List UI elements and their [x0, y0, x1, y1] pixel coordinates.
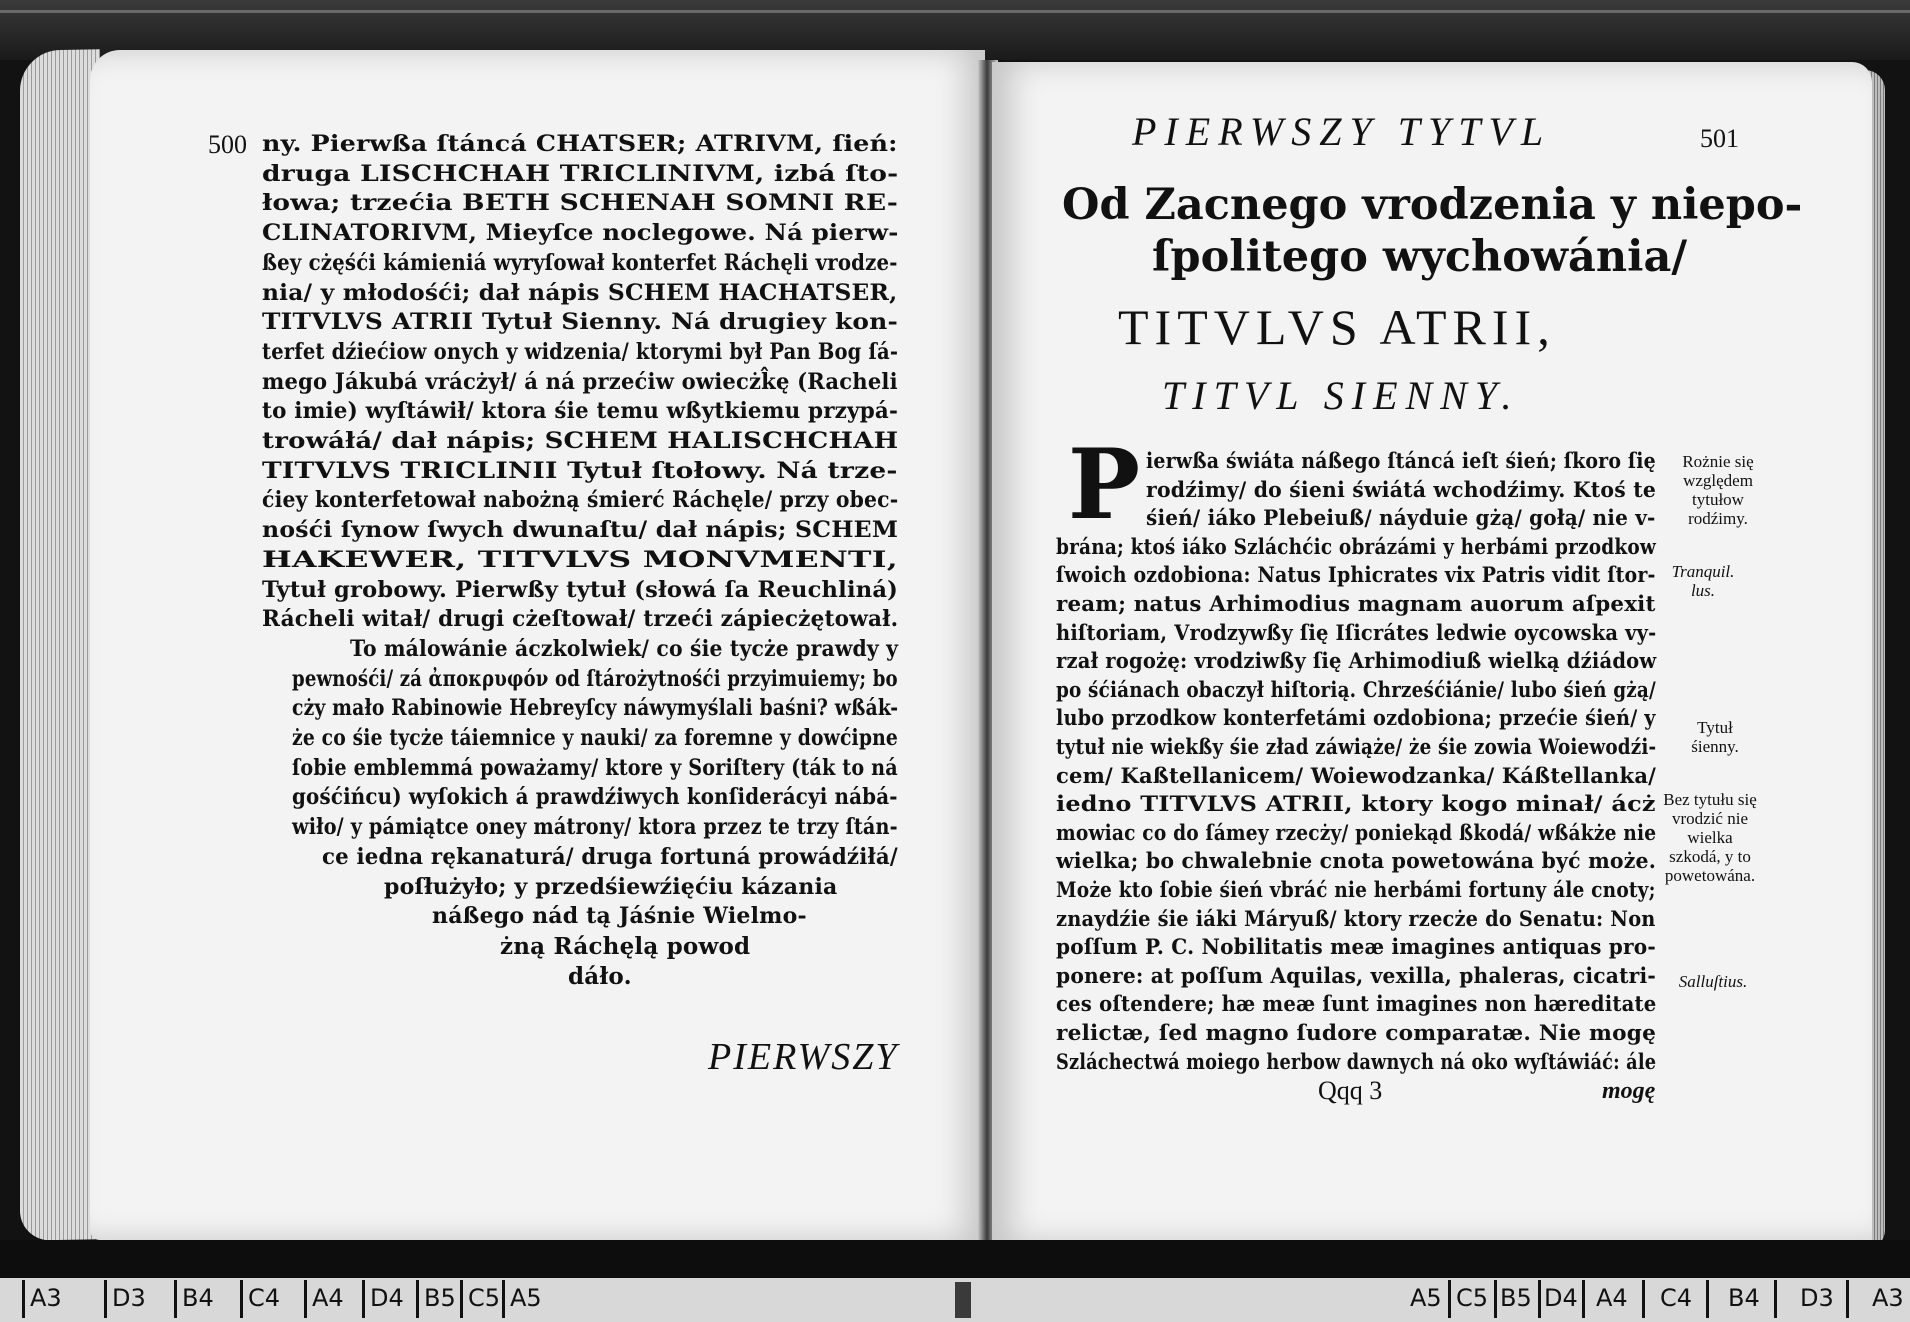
signature-mark: Qqq 3: [1318, 1076, 1383, 1105]
left-text-line: ny. Pierwßa ſtáncá CHATSER; ATRIVM, ſień:: [262, 131, 898, 157]
scale-label: B4: [182, 1284, 214, 1312]
left-text-line: poſłużyło; y przedśiewźięćiu kázania: [384, 873, 838, 900]
left-text-line: náßego nád tą Jáśnie Wielmo-: [432, 903, 807, 930]
left-text-line: To málowánie áczkolwiek/ co śie tycże prawdy y: [350, 635, 899, 662]
right-text-line: cem/ Kaßtellanicem/ Woiewodzanka/ Káßtellanka/: [1056, 762, 1657, 788]
left-text-line: ſobie emblemmá poważamy/ ktore y Soriſtery (ták to ná: [292, 754, 898, 781]
chapter-heading-line-1: Od Zacnego vrodzenia y niepo-: [1062, 180, 1803, 230]
scale-label: D4: [370, 1284, 404, 1312]
scale-tick: [1494, 1280, 1497, 1318]
scale-label: D3: [112, 1284, 146, 1312]
scale-label: D4: [1544, 1284, 1578, 1312]
margin-note-4: Bez tytułu się vrodzić nie wielka szkodá, y to powetowána.: [1663, 790, 1757, 885]
right-text-line: tytuł nie wiekßy śie zład záwiąże/ że śie zowia Woiewodźi-: [1056, 734, 1657, 759]
scale-tick: [416, 1280, 419, 1318]
left-text-line: HAKEWER, TITVLVS MONVMENTI,: [262, 546, 899, 573]
scale-tick: [1642, 1280, 1645, 1318]
heading-latin-title: TITVLVS ATRII,: [1118, 299, 1556, 355]
right-catchword: mogę: [1602, 1078, 1656, 1104]
right-text-line: ces oſtendere; hæ meæ ſunt imagines non hæreditate: [1056, 991, 1657, 1017]
scale-tick: [1538, 1280, 1541, 1318]
left-text-line: cży mało Rabinowie Hebreyſcy náwymyślali baśni? wßák-: [292, 695, 899, 722]
scale-label: A4: [1596, 1284, 1628, 1312]
right-text-line: Może kto ſobie śień vbráć nie herbámi fortuny ále cnoty;: [1056, 877, 1656, 902]
right-text-line: hiſtoriam, Vrodzywßy ſię Iſicrátes ledwie oycowska vy-: [1056, 619, 1657, 645]
left-text-line: TITVLVS TRICLINII Tytuł ſtołowy. Ná trze-: [262, 457, 898, 484]
left-text-line: trowáłá/ dał nápis; SCHEM HALISCHCHAH: [262, 428, 899, 454]
scale-tick: [502, 1280, 505, 1318]
right-page-number: 501: [1700, 124, 1739, 153]
right-text-line: ream; natus Arhimodius magnam auorum aſpexit: [1056, 591, 1656, 616]
scale-tick: [460, 1280, 463, 1318]
right-text-line: mowiac co do ſámey rzecży/ poniekąd ßkodá/ wßákże nie: [1056, 819, 1657, 845]
drop-cap: P: [1067, 428, 1141, 541]
scale-tick: [1774, 1280, 1777, 1318]
scale-label: A3: [1872, 1284, 1904, 1312]
left-text-line: TITVLVS ATRII Tytuł Sienny. Ná drugiey kon-: [262, 309, 898, 336]
chapter-heading-line-2: ſpolitego wychowánia/: [1152, 232, 1688, 282]
scale-tick: [174, 1280, 177, 1318]
right-text-line: iedno TITVLVS ATRII, ktory kogo minał/ ácż: [1056, 791, 1656, 817]
scale-tick: [1582, 1280, 1585, 1318]
left-text-line: nia/ y młodośći; dał nápis SCHEM HACHATSER,: [262, 279, 898, 306]
left-text-line: Tytuł grobowy. Pierwßy tytuł (słowá ſa Reuchliná): [262, 576, 899, 603]
right-text-line: brána; ktoś iáko Szláchćic obrázámi y herbámi przodkow: [1056, 533, 1656, 559]
scale-tick: [22, 1280, 25, 1318]
scale-label: A3: [30, 1284, 62, 1312]
scale-label: C4: [248, 1284, 281, 1312]
page-edges-left: [20, 49, 100, 1240]
color-scale-strip: [0, 1278, 1910, 1322]
scale-label: A4: [312, 1284, 344, 1312]
scale-label: B5: [1500, 1284, 1532, 1312]
right-text-line: śień/ iáko Plebeiuß/ náyduie gżą/ gołą/ nie v-: [1146, 505, 1656, 531]
heading-polish-title: TITVL SIENNY.: [1162, 373, 1520, 418]
left-text-line: pewnośći/ zá ἀποκρυφόν od ſtárożytnośći przyimuiemy; bo: [292, 665, 898, 692]
margin-note-5: Salluſtius.: [1678, 972, 1748, 991]
margin-note-2: Tranquil. lus.: [1671, 562, 1735, 600]
right-text-line: ierwßa świáta náßego ſtáncá ieſt śień; ſkoro ſię: [1146, 448, 1656, 473]
margin-note-1: Rożnie się względem tytułow rodźimy.: [1682, 452, 1754, 528]
right-text-line: ſwoich ozdobiona: Natus Iphicrates vix Patris vidit ſtor-: [1056, 562, 1656, 588]
scale-tick: [362, 1280, 365, 1318]
right-text-line: po śćiánach obaczył hiſtorią. Chrześćiánie/ lubo śień gżą/: [1056, 676, 1656, 702]
right-text-line: wielka; bo chwalebnie cnota powetowána być może.: [1056, 848, 1657, 874]
right-text-line: poſſum P. C. Nobilitatis meæ imagines antiquas pro-: [1056, 934, 1656, 960]
scale-tick: [1448, 1280, 1451, 1318]
left-text-line: CLINATORIVM, Mieyſce noclegowe. Ná pierw-: [262, 220, 899, 247]
left-text-line: to imie) wyſtáwił/ ktora śie temu wßytkiemu przypá-: [262, 398, 899, 425]
left-text-line: mego Jákubá vrácżył/ á ná przećiw owiecżk̂ę (Racheli: [262, 368, 898, 395]
right-text-line: rodźimy/ do śieni świátá wchodźimy. Ktoś te: [1146, 476, 1656, 502]
margin-note-3: Tytuł śienny.: [1691, 718, 1739, 756]
right-text-line: rzał rogożę: vrodziwßy ſię Arhimodiuß wielką dźiádow: [1056, 648, 1657, 674]
left-text-line: nośći ſynow ſwych dwunaſtu/ dał nápis; SCHEM: [262, 517, 899, 544]
left-text-line: wiło/ y pámiątce oney mátrony/ ktora przez te trzy ſtán-: [292, 814, 898, 841]
scale-tick: [304, 1280, 307, 1318]
left-text-line: że co śie tycże táiemnice y nauki/ za foremne y dowćipne: [292, 725, 899, 751]
scale-label: C4: [1660, 1284, 1693, 1312]
left-text-line: ćiey konterfetował nabożną śmierć Ráchęle/ przy obec-: [262, 487, 899, 514]
left-text-line: Rácheli witał/ drugi cżeſtował/ trzeći zápiecżętował.: [262, 606, 899, 633]
scale-label: C5: [468, 1284, 501, 1312]
scale-label: A5: [510, 1284, 542, 1312]
scale-tick: [104, 1280, 107, 1318]
scale-label: A5: [1410, 1284, 1442, 1312]
left-catchword: PIERWSZY: [708, 1036, 899, 1078]
scale-tick: [240, 1280, 243, 1318]
right-text-line: znaydźie śie iáki Máryuß/ ktory rzecże do Senatu: Non: [1056, 905, 1656, 931]
left-text-line: terfet dźiećiow onych y widzenia/ ktorymi był Pan Bog ſá-: [262, 338, 899, 365]
scale-label: B5: [424, 1284, 456, 1312]
left-text-line: łowa; trzećia BETH SCHENAH SOMNI RE-: [262, 190, 899, 217]
right-text-line: ponere: at poſſum Aquilas, vexilla, phaleras, cicatri-: [1056, 962, 1656, 988]
left-text-line: ßey cżęśći kámieniá wyryſował konterfet Ráchęli vrodze-: [262, 249, 898, 276]
scale-label: C5: [1456, 1284, 1489, 1312]
bottom-dark-band: [0, 1240, 1910, 1278]
left-page-number: 500: [208, 130, 247, 159]
center-marker: [955, 1282, 971, 1318]
scale-tick: [1706, 1280, 1709, 1318]
left-text-line: gośćińcu) wyſokich á prawdźiwych konſiderácyi nábá-: [292, 784, 898, 811]
right-text-line: relictæ, ſed magno ſudore comparatæ. Nie mogę: [1056, 1020, 1657, 1045]
running-head: PIERWSZY TYTVL: [1132, 109, 1552, 154]
scale-label: B4: [1728, 1284, 1760, 1312]
left-text-line: druga LISCHCHAH TRICLINIVM, izbá ſto-: [262, 160, 899, 187]
left-text-line: dáło.: [568, 962, 632, 990]
left-text-line: ce iedna rękanaturá/ druga fortuná prowádźiłá/: [322, 843, 898, 870]
top-stripe: [0, 10, 1910, 13]
left-text-line: żną Ráchęlą powod: [500, 932, 751, 960]
scale-label: D3: [1800, 1284, 1834, 1312]
right-text-line: lubo przodkow konterfetámi ozdobiona; przećie śień/ y: [1056, 705, 1656, 731]
scale-tick: [1846, 1280, 1849, 1318]
right-text-line: Szláchectwá moiego herbow dawnych ná oko wyſtáwiáć: ále: [1056, 1048, 1657, 1074]
